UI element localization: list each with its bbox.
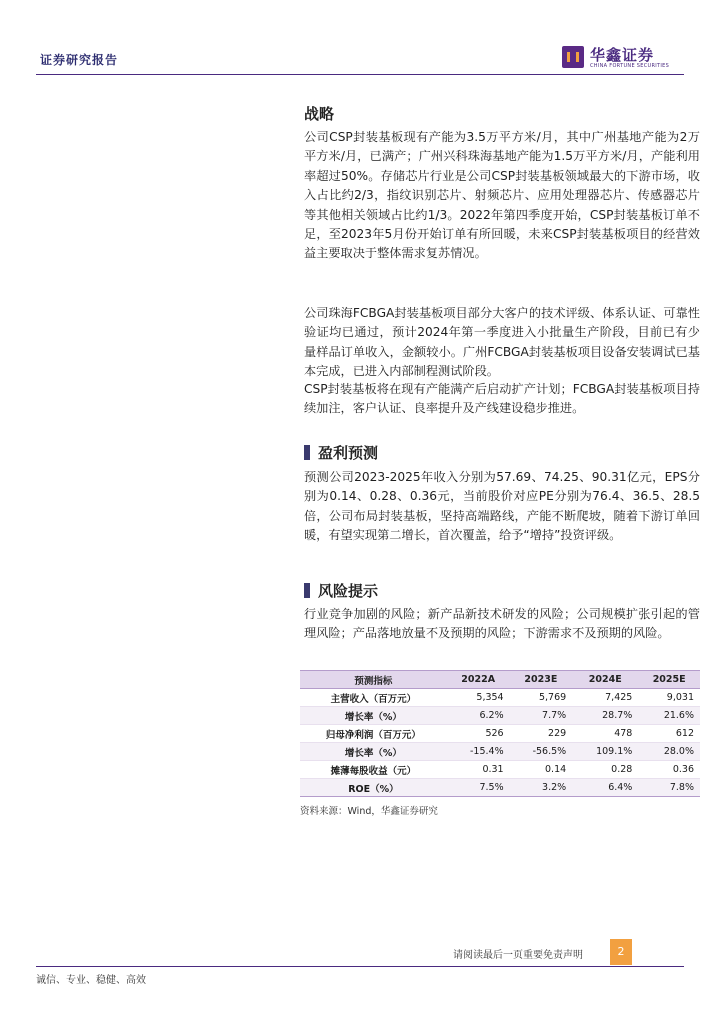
table-cell: 3.2%: [510, 779, 573, 797]
report-type-label: 证券研究报告: [40, 53, 119, 67]
table-cell: 7.7%: [510, 707, 573, 725]
table-cell: -15.4%: [447, 743, 510, 761]
table-cell: 6.2%: [447, 707, 510, 725]
forecast-heading: [304, 442, 378, 463]
forecast-paragraph: 预测公司2023-2025年收入分别为57.69、74.25、90.31亿元，EPS分别为0.14、0.28、0.36元，当前股价对应PE分别为76.4、36.5、28.5倍，公司布局封装基板，坚持高端路线，产能不断爬坡，随着下游订单回暖，有望实现第二增长，首次覆盖，给予“增持”投资评级。: [304, 470, 700, 543]
table-header-cell: 2022A: [447, 671, 510, 689]
row-label: 主营收入（百万元）: [300, 689, 447, 707]
table-row: [300, 725, 700, 743]
risk-heading: [304, 580, 378, 601]
table-header-cell: 2023E: [510, 671, 573, 689]
company-logo: [562, 44, 692, 72]
disclaimer-note: 请阅读最后一页重要免责声明: [453, 950, 583, 961]
table-source-note: 资料来源：Wind，华鑫证券研究: [300, 806, 438, 817]
table-row: [300, 761, 700, 779]
table-header-cell: 预测指标: [300, 671, 447, 689]
risk-paragraph: 行业竞争加剧的风险；新产品新技术研发的风险；公司规模扩张引起的管理风险；产品落地放量不及预期的风险；下游需求不及预期的风险。: [304, 607, 700, 641]
table-cell: 21.6%: [638, 707, 700, 725]
page-number: 2: [610, 939, 632, 965]
row-label: 归母净利润（百万元）: [300, 725, 447, 743]
section-marker: [304, 445, 310, 460]
table-cell: 526: [447, 725, 510, 743]
logo-subtext: CHINA FORTUNE SECURITIES: [590, 63, 670, 69]
table-header-cell: 2025E: [638, 671, 700, 689]
table-cell: 9,031: [638, 689, 700, 707]
table-cell: 6.4%: [572, 779, 638, 797]
logo-mark-icon: [562, 46, 584, 68]
table-cell: -56.5%: [510, 743, 573, 761]
table-header-cell: 2024E: [572, 671, 638, 689]
strategy-heading: 战略: [304, 105, 335, 123]
row-label: ROE（%）: [300, 779, 447, 797]
table-cell: 28.0%: [638, 743, 700, 761]
table-cell: 478: [572, 725, 638, 743]
table-cell: 109.1%: [572, 743, 638, 761]
table-cell: 0.28: [572, 761, 638, 779]
header-divider: [36, 74, 684, 75]
table-cell: 5,769: [510, 689, 573, 707]
strategy-paragraph-1: 公司CSP封装基板现有产能为3.5万平方米/月，其中广州基地产能为2万平方米/月，已满产；广州兴科珠海基地产能为1.5万平方米/月，产能利用率超过50%。存储芯片行业是公司CSP封装基板领域最大的下游市场，收入占比约2/3，指纹识别芯片、射频芯片、应用处理器芯片、传感器芯片等其他相关领域占比约1/3。2022年第四季度开始，CSP封装基板订单不足，至2023年5月份开始订单有所回暖，未来CSP封装基板项目的经营效益主要取决于整体需求复苏情况。: [304, 130, 700, 261]
table-cell: 0.36: [638, 761, 700, 779]
table-row: [300, 779, 700, 797]
footer-divider: [36, 966, 684, 967]
row-label: 增长率（%）: [300, 707, 447, 725]
strategy-paragraph-3: CSP封装基板将在现有产能满产后启动扩产计划；FCBGA封装基板项目持续加注，客户认证、良率提升及产线建设稳步推进。: [304, 382, 700, 416]
section-marker: [304, 583, 310, 598]
table-cell: 0.14: [510, 761, 573, 779]
forecast-heading-text: 盈利预测: [318, 444, 379, 462]
table-cell: 5,354: [447, 689, 510, 707]
table-header-row: [300, 671, 700, 689]
table-row: [300, 689, 700, 707]
table-cell: 7.5%: [447, 779, 510, 797]
table-cell: 7.8%: [638, 779, 700, 797]
risk-heading-text: 风险提示: [318, 582, 379, 600]
forecast-table: [300, 670, 700, 797]
table-cell: 28.7%: [572, 707, 638, 725]
logo-text: 华鑫证券: [590, 46, 655, 64]
table-row: [300, 743, 700, 761]
table-cell: 7,425: [572, 689, 638, 707]
table-cell: 229: [510, 725, 573, 743]
footer-motto: 诚信、专业、稳健、高效: [36, 975, 146, 986]
row-label: 摊薄每股收益（元）: [300, 761, 447, 779]
row-label: 增长率（%）: [300, 743, 447, 761]
strategy-paragraph-2: 公司珠海FCBGA封装基板项目部分大客户的技术评级、体系认证、可靠性验证均已通过，预计2024年第一季度进入小批量生产阶段，目前已有少量样品订单收入，金额较小。广州FCBGA封装基板项目设备安装调试已基本完成，已进入内部制程测试阶段。: [304, 306, 700, 379]
table-cell: 0.31: [447, 761, 510, 779]
table-row: [300, 707, 700, 725]
table-cell: 612: [638, 725, 700, 743]
